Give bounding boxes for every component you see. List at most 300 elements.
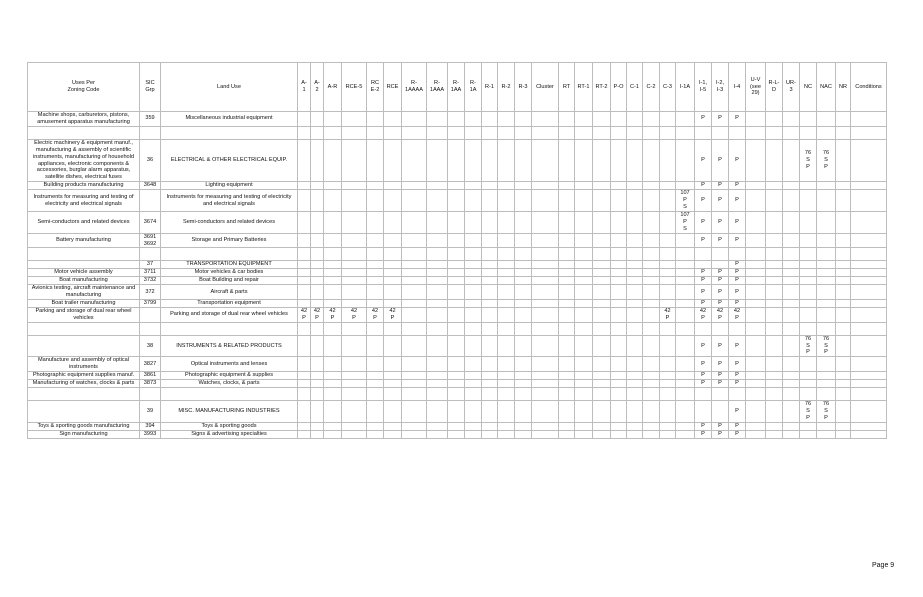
empty-cell [783,388,800,401]
column-header-r-1a: R- 1A [465,63,482,112]
empty-cell [311,388,324,401]
zoning-table-sheet [27,62,886,439]
district-cell [427,372,448,380]
district-cell [298,357,311,372]
district-cell [498,269,515,277]
sic-cell: 3732 [140,277,161,285]
district-cell [427,335,448,357]
empty-cell [161,126,298,139]
district-cell [367,401,384,423]
empty-cell [593,388,611,401]
empty-cell [515,126,532,139]
empty-cell [660,126,676,139]
district-cell [559,285,575,300]
district-cell [766,299,783,307]
district-cell [515,277,532,285]
column-header-nr: NR [836,63,851,112]
sic-cell: 3993 [140,430,161,438]
column-header-u-v-see-29: U-V (see 29) [746,63,766,112]
empty-cell [28,126,140,139]
district-cell: P [695,211,712,233]
district-cell [660,380,676,388]
empty-cell [559,248,575,261]
district-cell [384,430,402,438]
district-cell [851,277,887,285]
district-cell [324,233,342,248]
district-cell [559,277,575,285]
empty-cell [298,248,311,261]
district-cell [593,299,611,307]
district-cell [515,211,532,233]
empty-cell [783,248,800,261]
column-header-r-1aaaa: R- 1AAAA [402,63,427,112]
empty-cell [712,388,729,401]
district-cell [402,190,427,212]
column-header-rt: RT [559,63,575,112]
empty-cell [465,248,482,261]
district-cell [783,422,800,430]
district-cell [342,277,367,285]
district-cell [851,269,887,277]
district-cell [676,422,695,430]
land-use-cell: Toys & sporting goods [161,422,298,430]
column-header-ur-3: UR- 3 [783,63,800,112]
district-cell [676,430,695,438]
empty-cell [515,388,532,401]
district-cell [575,307,593,322]
district-cell [384,261,402,269]
empty-cell [712,248,729,261]
empty-cell [575,248,593,261]
column-header-conditions: Conditions [851,63,887,112]
district-cell [836,182,851,190]
district-cell [766,285,783,300]
district-cell [402,401,427,423]
district-cell [575,430,593,438]
district-cell [465,335,482,357]
column-header-i-4: I-4 [729,63,746,112]
empty-cell [161,388,298,401]
district-cell [783,307,800,322]
district-cell [465,269,482,277]
empty-cell [28,322,140,335]
district-cell [627,233,643,248]
sic-cell: 36 [140,139,161,181]
empty-cell [324,126,342,139]
empty-cell [342,322,367,335]
column-header-r-1: R-1 [482,63,498,112]
district-cell [660,430,676,438]
empty-cell [575,126,593,139]
district-cell [367,139,384,181]
district-cell [851,190,887,212]
district-cell [593,335,611,357]
district-cell [575,139,593,181]
district-cell [627,401,643,423]
district-cell [384,182,402,190]
district-cell [611,211,627,233]
district-cell [298,372,311,380]
table-row [28,112,887,127]
district-cell [498,139,515,181]
district-cell: 107 P S [676,190,695,212]
empty-cell [532,126,559,139]
district-cell [367,335,384,357]
land-use-cell: Parking and storage of dual rear wheel vehicles [161,307,298,322]
district-cell [311,430,324,438]
district-cell [482,299,498,307]
district-cell: 42 P [695,307,712,322]
uses-cell: Building products manufacturing [28,182,140,190]
district-cell [746,372,766,380]
empty-cell [593,248,611,261]
district-cell [311,261,324,269]
district-cell [643,335,660,357]
land-use-cell: Aircraft & parts [161,285,298,300]
district-cell [817,211,836,233]
district-cell [766,190,783,212]
district-cell [836,233,851,248]
land-use-cell: TRANSPORTATION EQUIPMENT [161,261,298,269]
district-cell [660,139,676,181]
empty-cell [298,388,311,401]
district-cell [746,357,766,372]
column-header-rt-1: RT-1 [575,63,593,112]
empty-cell [627,322,643,335]
district-cell [575,357,593,372]
district-cell [367,372,384,380]
empty-cell [836,248,851,261]
district-cell [311,233,324,248]
district-cell [559,430,575,438]
district-cell [643,277,660,285]
district-cell [311,357,324,372]
district-cell [298,422,311,430]
district-cell [367,211,384,233]
district-cell [575,372,593,380]
district-cell [402,277,427,285]
empty-cell [498,322,515,335]
district-cell [482,357,498,372]
district-cell: P [695,422,712,430]
sic-cell [140,307,161,322]
district-cell: P [729,211,746,233]
empty-cell [324,322,342,335]
district-cell [643,299,660,307]
district-cell [384,211,402,233]
district-cell [367,285,384,300]
empty-cell [427,126,448,139]
empty-cell [482,388,498,401]
district-cell [800,307,817,322]
district-cell [342,139,367,181]
district-cell: P [712,277,729,285]
empty-cell [448,126,465,139]
district-cell [611,335,627,357]
empty-cell [448,248,465,261]
district-cell [783,261,800,269]
district-cell [324,190,342,212]
district-cell [402,357,427,372]
district-cell [324,139,342,181]
district-cell: P [712,285,729,300]
district-cell [402,285,427,300]
district-cell [324,277,342,285]
district-cell [448,112,465,127]
district-cell [427,211,448,233]
empty-cell [324,248,342,261]
sic-cell: 3827 [140,357,161,372]
district-cell [324,269,342,277]
district-cell [402,372,427,380]
district-cell [298,285,311,300]
district-cell [367,233,384,248]
district-cell [448,139,465,181]
column-header-land-use: Land Use [161,63,298,112]
district-cell [311,190,324,212]
empty-cell [367,248,384,261]
district-cell: P [695,112,712,127]
district-cell [465,430,482,438]
column-header-c-3: C-3 [660,63,676,112]
district-cell [836,380,851,388]
district-cell [746,182,766,190]
district-cell [498,299,515,307]
spacer-row [28,322,887,335]
empty-cell [465,126,482,139]
district-cell [575,261,593,269]
uses-cell: Boat trailer manufacturing [28,299,140,307]
district-cell: P [729,269,746,277]
district-cell: P [712,430,729,438]
district-cell [676,380,695,388]
empty-cell [729,126,746,139]
empty-cell [851,388,887,401]
district-cell: P [712,182,729,190]
table-row [28,299,887,307]
district-cell [532,139,559,181]
district-cell [448,190,465,212]
district-cell [695,401,712,423]
district-cell [402,233,427,248]
district-cell [559,211,575,233]
empty-cell [817,322,836,335]
district-cell [836,139,851,181]
district-cell: 42 P [729,307,746,322]
district-cell [800,357,817,372]
district-cell [766,430,783,438]
district-cell [311,401,324,423]
district-cell [611,372,627,380]
district-cell [611,269,627,277]
district-cell: P [729,277,746,285]
district-cell [342,299,367,307]
district-cell [532,182,559,190]
district-cell [851,211,887,233]
sic-cell: 394 [140,422,161,430]
district-cell [783,372,800,380]
spacer-row [28,126,887,139]
district-cell [611,357,627,372]
district-cell: P [729,285,746,300]
empty-cell [643,322,660,335]
district-cell [402,139,427,181]
district-cell [559,299,575,307]
district-cell: P [712,233,729,248]
district-cell [465,182,482,190]
sic-cell: 3691 3692 [140,233,161,248]
district-cell [783,277,800,285]
district-cell [559,401,575,423]
district-cell [482,112,498,127]
empty-cell [311,322,324,335]
district-cell [482,211,498,233]
district-cell [575,190,593,212]
uses-cell [28,401,140,423]
district-cell [448,307,465,322]
table-row [28,357,887,372]
district-cell [448,380,465,388]
district-cell [498,277,515,285]
district-cell [532,299,559,307]
district-cell [324,401,342,423]
district-cell [851,285,887,300]
district-cell [448,233,465,248]
empty-cell [729,248,746,261]
district-cell [676,139,695,181]
district-cell [515,299,532,307]
empty-cell [817,388,836,401]
district-cell [532,269,559,277]
district-cell [482,182,498,190]
district-cell [746,211,766,233]
district-cell [465,139,482,181]
district-cell [851,112,887,127]
district-cell [498,380,515,388]
district-cell: P [729,335,746,357]
column-header-r-1aaa: R- 1AAA [427,63,448,112]
empty-cell [515,248,532,261]
empty-cell [28,388,140,401]
table-row [28,422,887,430]
column-header-cluster: Cluster [532,63,559,112]
district-cell [766,139,783,181]
district-cell [746,430,766,438]
district-cell [384,139,402,181]
district-cell [676,335,695,357]
district-cell [643,190,660,212]
district-cell: P [695,233,712,248]
district-cell [311,182,324,190]
district-cell [559,269,575,277]
district-cell: 42 P [367,307,384,322]
empty-cell [402,248,427,261]
sic-cell: 37 [140,261,161,269]
empty-cell [627,126,643,139]
district-cell [427,269,448,277]
district-cell [384,277,402,285]
table-row [28,307,887,322]
land-use-cell: Semi-conductors and related devices [161,211,298,233]
district-cell [627,190,643,212]
district-cell [817,112,836,127]
district-cell [851,401,887,423]
district-cell [817,190,836,212]
district-cell [593,430,611,438]
district-cell [783,233,800,248]
empty-cell [298,126,311,139]
district-cell [324,335,342,357]
empty-cell [384,322,402,335]
district-cell [402,422,427,430]
empty-cell [800,388,817,401]
empty-cell [532,248,559,261]
empty-cell [660,248,676,261]
district-cell [448,430,465,438]
empty-cell [384,126,402,139]
district-cell [384,112,402,127]
empty-cell [643,388,660,401]
district-cell [498,372,515,380]
district-cell: P [695,139,712,181]
column-header-i-1a: I-1A [676,63,695,112]
district-cell [532,422,559,430]
table-row [28,372,887,380]
district-cell [593,190,611,212]
district-cell [342,190,367,212]
empty-cell [611,126,627,139]
district-cell [766,182,783,190]
district-cell [627,285,643,300]
district-cell [851,372,887,380]
district-cell [660,269,676,277]
district-cell [611,277,627,285]
district-cell [575,233,593,248]
district-cell [427,112,448,127]
district-cell [559,182,575,190]
district-cell [311,139,324,181]
district-cell: P [712,357,729,372]
district-cell [800,380,817,388]
district-cell [611,299,627,307]
empty-cell [402,388,427,401]
district-cell [783,430,800,438]
district-cell [402,380,427,388]
district-cell [298,233,311,248]
district-cell [298,112,311,127]
district-cell [298,430,311,438]
empty-cell [342,248,367,261]
empty-cell [627,388,643,401]
empty-cell [324,388,342,401]
district-cell [482,372,498,380]
district-cell [311,277,324,285]
district-cell [342,335,367,357]
district-cell [342,182,367,190]
district-cell [448,269,465,277]
district-cell [575,112,593,127]
district-cell [611,112,627,127]
district-cell [575,211,593,233]
district-cell [515,285,532,300]
zoning-use-table [27,62,887,439]
district-cell [643,285,660,300]
district-cell [515,380,532,388]
empty-cell [532,322,559,335]
land-use-cell: Instruments for measuring and testing of electricity and electrical signals [161,190,298,212]
column-header-r-3: R-3 [515,63,532,112]
district-cell [367,269,384,277]
